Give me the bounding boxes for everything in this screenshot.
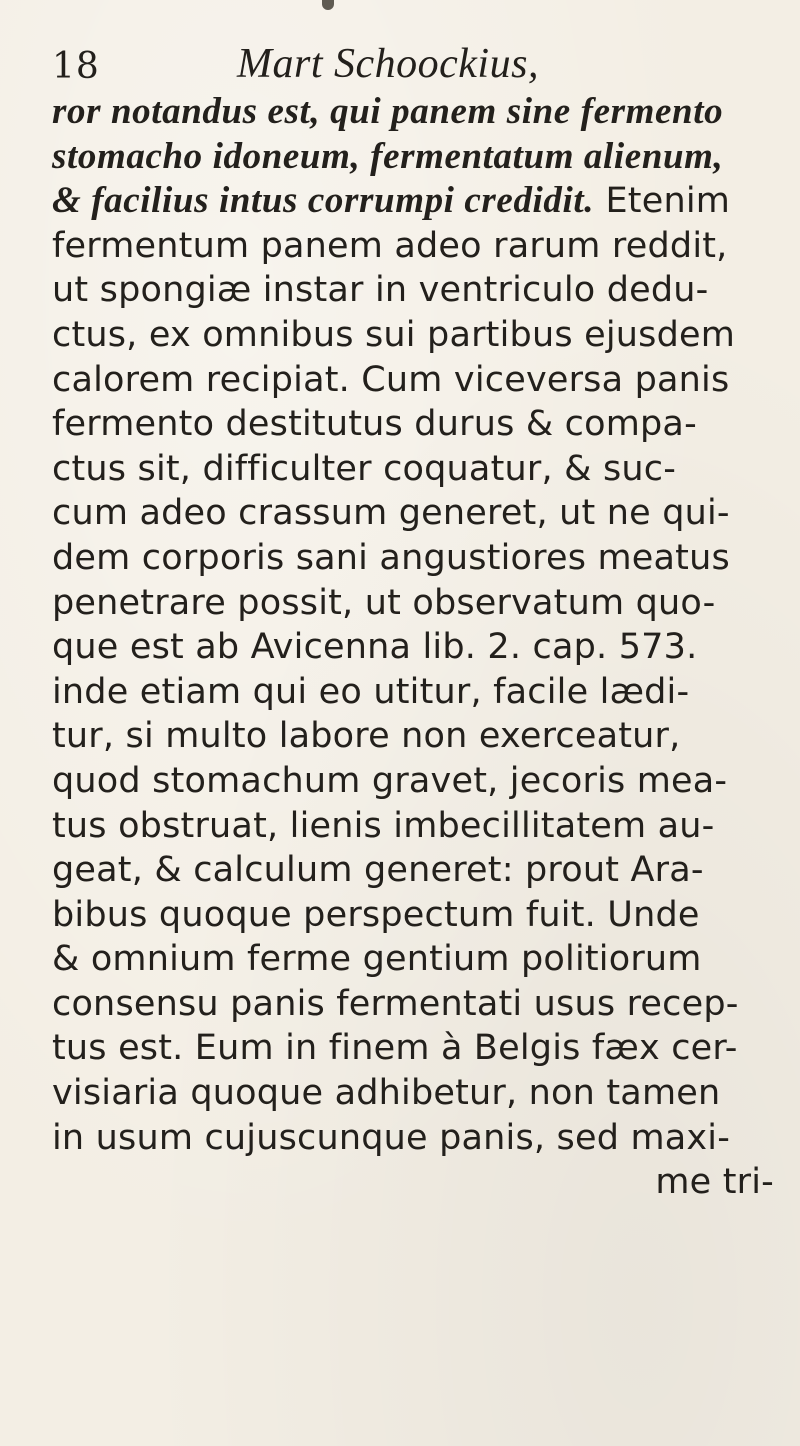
text-line: stomacho idoneum, fermentatum alienum, — [52, 135, 724, 177]
text-line: in usum cujuscunque panis, sed maxi- — [52, 1117, 731, 1158]
text-line: penetrare possit, ut observatum quo- — [52, 582, 716, 623]
catchword: me tri- — [655, 1162, 774, 1203]
text-line: fermento destitutus durus & compa- — [52, 404, 697, 445]
text-line: ror notandus est, qui panem sine fermento — [52, 91, 724, 132]
body-text — [52, 90, 782, 1205]
text-line: inde etiam qui eo utitur, facile lædi- — [52, 671, 690, 712]
text-line: geat, & calculum generet: prout Ara- — [52, 850, 704, 891]
ink-mark — [322, 0, 334, 10]
text-line: tur, si multo labore non exerceatur, — [52, 716, 681, 757]
text-line: ctus sit, difficulter coquatur, & suc- — [52, 448, 677, 489]
text-line: fermentum panem adeo rarum reddit, — [52, 225, 728, 266]
text-line: ut spongiæ instar in ventriculo dedu- — [52, 270, 709, 311]
page-number: 18 — [52, 46, 100, 87]
text-line: que est ab Avicenna lib. 2. cap. 573. — [52, 627, 698, 668]
running-head: Mart Schoockius, — [237, 41, 539, 87]
text-line: visiaria quoque adhibetur, non tamen — [52, 1073, 721, 1114]
text-line: quod stomachum gravet, jecoris mea- — [52, 760, 728, 801]
text-line: consensu panis fermentati usus recep- — [52, 983, 739, 1024]
text-line: tus obstruat, lienis imbecillitatem au- — [52, 805, 715, 846]
text-line: & facilius intus corrumpi credidit. Etenim — [52, 180, 731, 222]
text-line: cum adeo crassum generet, ut ne qui- — [52, 493, 730, 534]
text-line: tus est. Eum in finem à Belgis fæx cer- — [52, 1028, 738, 1069]
text-line: calorem recipiat. Cum viceversa panis — [52, 359, 730, 400]
text-line: dem corporis sani angustiores meatus — [52, 537, 730, 578]
text-line: & omnium ferme gentium politiorum — [52, 939, 702, 980]
text-line: ctus, ex omnibus sui partibus ejusdem — [52, 314, 736, 355]
text-line: bibus quoque perspectum fuit. Unde — [52, 894, 700, 935]
